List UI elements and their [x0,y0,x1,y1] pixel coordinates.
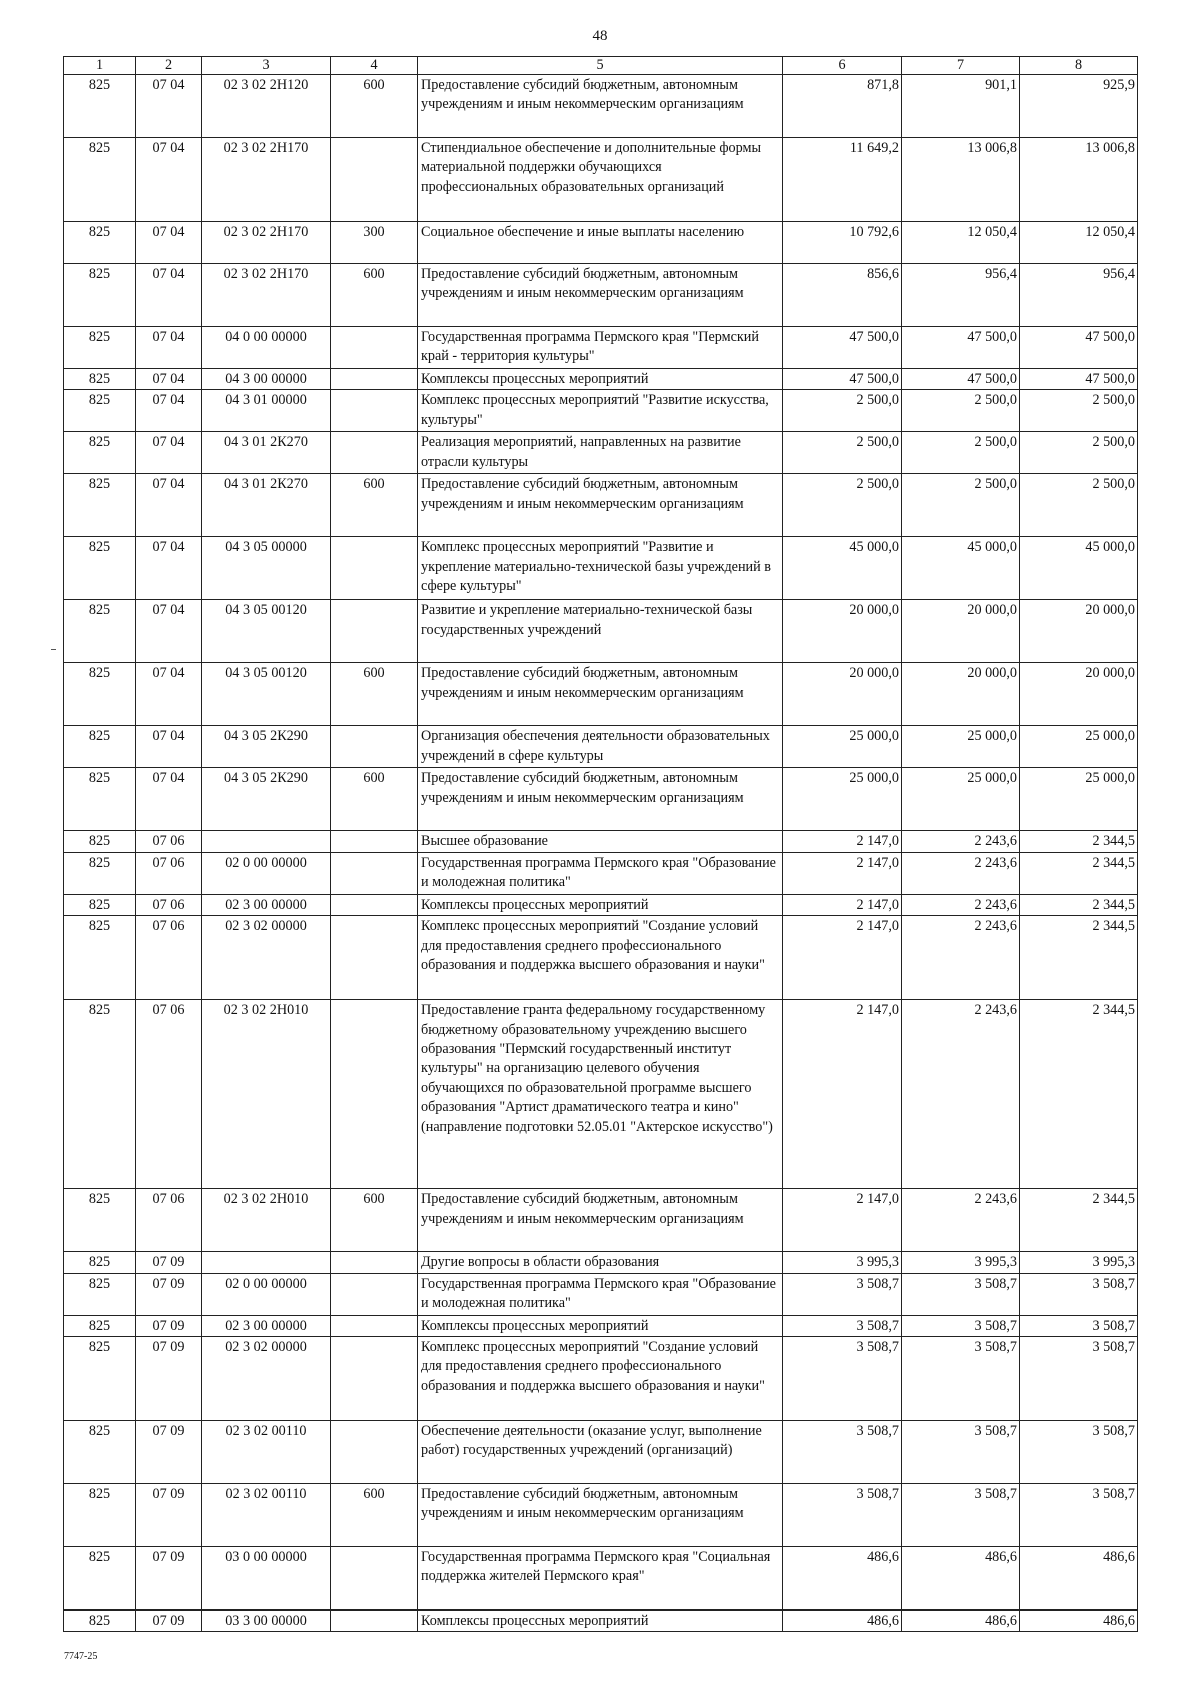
header-col-8: 8 [1020,57,1138,75]
table-header-row [64,57,1138,75]
section-code-cell: 07 09 [136,1315,202,1336]
header-col-4: 4 [331,57,418,75]
section-code-cell: 07 09 [136,1484,202,1547]
section-code-cell: 07 06 [136,894,202,915]
table-row [64,1315,1138,1336]
target-article-cell [202,1252,331,1273]
amount-year1-cell: 11 649,2 [783,138,902,222]
expense-type-cell: 600 [331,75,418,138]
table-row [64,369,1138,390]
amount-year2-cell: 2 500,0 [902,474,1020,537]
target-article-cell: 04 3 05 2К290 [202,768,331,831]
description-cell: Комплексы процессных мероприятий [418,369,783,390]
amount-year3-cell: 45 000,0 [1020,537,1138,600]
table-row [64,916,1138,1000]
amount-year2-cell: 3 995,3 [902,1252,1020,1273]
ministry-code-cell: 825 [64,1337,136,1421]
header-col-7: 7 [902,57,1020,75]
amount-year1-cell: 3 508,7 [783,1484,902,1547]
amount-year1-cell: 20 000,0 [783,663,902,726]
amount-year2-cell: 3 508,7 [902,1484,1020,1547]
table-row [64,726,1138,768]
amount-year2-cell: 45 000,0 [902,537,1020,600]
amount-year2-cell: 25 000,0 [902,768,1020,831]
description-cell: Развитие и укрепление материально-технической базы государственных учреждений [418,600,783,663]
description-cell: Стипендиальное обеспечение и дополнительные формы материальной поддержки обучающихся профессиональных образовательных организаций [418,138,783,222]
target-article-cell: 02 3 02 2Н010 [202,1000,331,1189]
table-row [64,1610,1138,1632]
amount-year2-cell: 486,6 [902,1610,1020,1632]
ministry-code-cell: 825 [64,852,136,894]
amount-year2-cell: 47 500,0 [902,369,1020,390]
section-code-cell: 07 04 [136,600,202,663]
header-col-6: 6 [783,57,902,75]
target-article-cell: 04 3 05 2К290 [202,726,331,768]
table-row [64,1484,1138,1547]
expense-type-cell [331,726,418,768]
description-cell: Социальное обеспечение и иные выплаты населению [418,222,783,264]
ministry-code-cell: 825 [64,768,136,831]
description-cell: Обеспечение деятельности (оказание услуг, выполнение работ) государственных учреждений (организаций) [418,1421,783,1484]
amount-year3-cell: 2 500,0 [1020,432,1138,474]
target-article-cell: 02 0 00 00000 [202,1273,331,1315]
section-code-cell: 07 09 [136,1547,202,1610]
section-code-cell: 07 09 [136,1252,202,1273]
target-article-cell: 02 3 02 2Н120 [202,75,331,138]
amount-year1-cell: 3 995,3 [783,1252,902,1273]
expense-type-cell [331,916,418,1000]
amount-year2-cell: 2 243,6 [902,831,1020,852]
amount-year2-cell: 47 500,0 [902,327,1020,369]
amount-year3-cell: 2 344,5 [1020,1189,1138,1252]
ministry-code-cell: 825 [64,1273,136,1315]
amount-year3-cell: 2 344,5 [1020,894,1138,915]
table-row [64,390,1138,432]
ministry-code-cell: 825 [64,390,136,432]
description-cell: Государственная программа Пермского края "Социальная поддержка жителей Пермского края" [418,1547,783,1610]
amount-year2-cell: 901,1 [902,75,1020,138]
ministry-code-cell: 825 [64,75,136,138]
expense-type-cell [331,894,418,915]
expense-type-cell [331,1315,418,1336]
amount-year2-cell: 486,6 [902,1547,1020,1610]
description-cell: Предоставление субсидий бюджетным, автономным учреждениям и иным некоммерческим организациям [418,474,783,537]
expense-type-cell: 600 [331,1189,418,1252]
expense-type-cell [331,1337,418,1421]
expense-type-cell [331,390,418,432]
target-article-cell: 04 3 01 2К270 [202,432,331,474]
ministry-code-cell: 825 [64,1547,136,1610]
amount-year3-cell: 486,6 [1020,1610,1138,1632]
amount-year3-cell: 486,6 [1020,1547,1138,1610]
target-article-cell: 02 3 02 00110 [202,1484,331,1547]
amount-year2-cell: 2 243,6 [902,916,1020,1000]
amount-year3-cell: 2 500,0 [1020,390,1138,432]
table-row [64,852,1138,894]
section-code-cell: 07 09 [136,1610,202,1632]
table-row [64,1189,1138,1252]
amount-year3-cell: 47 500,0 [1020,369,1138,390]
description-cell: Государственная программа Пермского края "Пермский край - территория культуры" [418,327,783,369]
target-article-cell: 02 3 02 2Н170 [202,222,331,264]
amount-year2-cell: 3 508,7 [902,1315,1020,1336]
amount-year2-cell: 2 243,6 [902,894,1020,915]
amount-year2-cell: 3 508,7 [902,1273,1020,1315]
section-code-cell: 07 09 [136,1421,202,1484]
expense-type-cell: 600 [331,663,418,726]
expense-type-cell [331,852,418,894]
table-row [64,663,1138,726]
amount-year1-cell: 10 792,6 [783,222,902,264]
target-article-cell: 04 0 00 00000 [202,327,331,369]
page-number: 48 [592,28,608,44]
expense-type-cell [331,537,418,600]
description-cell: Комплекс процессных мероприятий "Создание условий для предоставления среднего профессионального образования и поддержка высшего образования и науки" [418,916,783,1000]
table-row [64,768,1138,831]
expense-type-cell [331,600,418,663]
amount-year3-cell: 25 000,0 [1020,768,1138,831]
section-code-cell: 07 04 [136,474,202,537]
table-row [64,222,1138,264]
target-article-cell: 02 0 00 00000 [202,852,331,894]
target-article-cell: 04 3 01 00000 [202,390,331,432]
amount-year2-cell: 2 500,0 [902,390,1020,432]
amount-year1-cell: 25 000,0 [783,726,902,768]
section-code-cell: 07 06 [136,916,202,1000]
description-cell: Предоставление субсидий бюджетным, автономным учреждениям и иным некоммерческим организациям [418,75,783,138]
ministry-code-cell: 825 [64,222,136,264]
amount-year1-cell: 47 500,0 [783,369,902,390]
header-col-2: 2 [136,57,202,75]
ministry-code-cell: 825 [64,894,136,915]
expense-type-cell [331,1252,418,1273]
description-cell: Предоставление субсидий бюджетным, автономным учреждениям и иным некоммерческим организациям [418,1484,783,1547]
section-code-cell: 07 04 [136,138,202,222]
target-article-cell: 02 3 00 00000 [202,894,331,915]
table-row [64,1000,1138,1189]
amount-year1-cell: 2 147,0 [783,831,902,852]
description-cell: Предоставление субсидий бюджетным, автономным учреждениям и иным некоммерческим организациям [418,768,783,831]
amount-year3-cell: 2 344,5 [1020,852,1138,894]
amount-year1-cell: 20 000,0 [783,600,902,663]
target-article-cell: 02 3 02 00110 [202,1421,331,1484]
amount-year1-cell: 2 147,0 [783,894,902,915]
amount-year3-cell: 2 344,5 [1020,1000,1138,1189]
section-code-cell: 07 04 [136,663,202,726]
amount-year1-cell: 2 500,0 [783,432,902,474]
amount-year2-cell: 25 000,0 [902,726,1020,768]
table-row [64,894,1138,915]
expense-type-cell [331,1273,418,1315]
amount-year1-cell: 856,6 [783,264,902,327]
amount-year3-cell: 956,4 [1020,264,1138,327]
section-code-cell: 07 04 [136,537,202,600]
description-cell: Комплексы процессных мероприятий [418,1315,783,1336]
ministry-code-cell: 825 [64,831,136,852]
amount-year3-cell: 2 344,5 [1020,831,1138,852]
ministry-code-cell: 825 [64,327,136,369]
target-article-cell: 04 3 05 00120 [202,663,331,726]
amount-year2-cell: 2 243,6 [902,1189,1020,1252]
amount-year2-cell: 3 508,7 [902,1337,1020,1421]
amount-year1-cell: 486,6 [783,1610,902,1632]
section-code-cell: 07 04 [136,390,202,432]
amount-year3-cell: 47 500,0 [1020,327,1138,369]
amount-year1-cell: 2 147,0 [783,852,902,894]
section-code-cell: 07 04 [136,222,202,264]
table-row [64,537,1138,600]
amount-year3-cell: 2 500,0 [1020,474,1138,537]
ministry-code-cell: 825 [64,1484,136,1547]
amount-year2-cell: 3 508,7 [902,1421,1020,1484]
description-cell: Предоставление субсидий бюджетным, автономным учреждениям и иным некоммерческим организациям [418,264,783,327]
table-row [64,1273,1138,1315]
description-cell: Комплекс процессных мероприятий "Развитие искусства, культуры" [418,390,783,432]
description-cell: Организация обеспечения деятельности образовательных учреждений в сфере культуры [418,726,783,768]
expense-type-cell [331,138,418,222]
target-article-cell: 02 3 02 2Н010 [202,1189,331,1252]
description-cell: Комплекс процессных мероприятий "Развитие и укрепление материально-технической базы учреждений в сфере культуры" [418,537,783,600]
target-article-cell: 04 3 00 00000 [202,369,331,390]
description-cell: Государственная программа Пермского края "Образование и молодежная политика" [418,1273,783,1315]
section-code-cell: 07 04 [136,264,202,327]
ministry-code-cell: 825 [64,1000,136,1189]
amount-year3-cell: 12 050,4 [1020,222,1138,264]
amount-year1-cell: 45 000,0 [783,537,902,600]
section-code-cell: 07 06 [136,852,202,894]
amount-year3-cell: 3 508,7 [1020,1421,1138,1484]
description-cell: Предоставление субсидий бюджетным, автономным учреждениям и иным некоммерческим организациям [418,1189,783,1252]
header-col-3: 3 [202,57,331,75]
ministry-code-cell: 825 [64,264,136,327]
description-cell: Высшее образование [418,831,783,852]
expense-type-cell: 300 [331,222,418,264]
expense-type-cell [331,1421,418,1484]
amount-year1-cell: 486,6 [783,1547,902,1610]
ministry-code-cell: 825 [64,1189,136,1252]
target-article-cell: 02 3 00 00000 [202,1315,331,1336]
amount-year3-cell: 20 000,0 [1020,600,1138,663]
amount-year2-cell: 12 050,4 [902,222,1020,264]
amount-year3-cell: 20 000,0 [1020,663,1138,726]
amount-year2-cell: 20 000,0 [902,600,1020,663]
expense-type-cell [331,831,418,852]
expense-type-cell: 600 [331,474,418,537]
amount-year1-cell: 2 500,0 [783,474,902,537]
table-row [64,600,1138,663]
description-cell: Комплекс процессных мероприятий "Создание условий для предоставления среднего профессионального образования и поддержка высшего образования и науки" [418,1337,783,1421]
ministry-code-cell: 825 [64,1252,136,1273]
table-row [64,1547,1138,1610]
description-cell: Другие вопросы в области образования [418,1252,783,1273]
ministry-code-cell: 825 [64,1421,136,1484]
amount-year1-cell: 3 508,7 [783,1337,902,1421]
expense-type-cell [331,327,418,369]
table-row [64,1421,1138,1484]
expense-type-cell [331,369,418,390]
amount-year3-cell: 25 000,0 [1020,726,1138,768]
table-row [64,138,1138,222]
target-article-cell [202,831,331,852]
amount-year2-cell: 13 006,8 [902,138,1020,222]
ministry-code-cell: 825 [64,474,136,537]
section-code-cell: 07 04 [136,768,202,831]
amount-year3-cell: 925,9 [1020,75,1138,138]
ministry-code-cell: 825 [64,1315,136,1336]
header-col-5: 5 [418,57,783,75]
target-article-cell: 02 3 02 2Н170 [202,138,331,222]
amount-year1-cell: 3 508,7 [783,1273,902,1315]
ministry-code-cell: 825 [64,1610,136,1632]
description-cell: Предоставление гранта федеральному государственному бюджетному образовательному учреждению высшего образования "Пермский государственный институт культуры" на организацию целевого обучения обучающихся по образовательной программе высшего образования "Артист драматического театра и кино" (направление подготовки 52.05.01 "Актерское искусство") [418,1000,783,1189]
section-code-cell: 07 06 [136,1000,202,1189]
table-row [64,75,1138,138]
amount-year1-cell: 47 500,0 [783,327,902,369]
amount-year3-cell: 3 508,7 [1020,1273,1138,1315]
section-code-cell: 07 04 [136,369,202,390]
ministry-code-cell: 825 [64,663,136,726]
target-article-cell: 03 3 00 00000 [202,1610,331,1632]
section-code-cell: 07 04 [136,432,202,474]
ministry-code-cell: 825 [64,916,136,1000]
table-row [64,264,1138,327]
ministry-code-cell: 825 [64,726,136,768]
table-row [64,474,1138,537]
expense-type-cell [331,432,418,474]
table-row [64,432,1138,474]
target-article-cell: 03 0 00 00000 [202,1547,331,1610]
header-col-1: 1 [64,57,136,75]
section-code-cell: 07 04 [136,327,202,369]
target-article-cell: 04 3 05 00000 [202,537,331,600]
ministry-code-cell: 825 [64,432,136,474]
table-row [64,1337,1138,1421]
amount-year1-cell: 871,8 [783,75,902,138]
amount-year1-cell: 3 508,7 [783,1315,902,1336]
amount-year2-cell: 2 243,6 [902,1000,1020,1189]
section-code-cell: 07 04 [136,75,202,138]
amount-year1-cell: 2 147,0 [783,916,902,1000]
table-row [64,327,1138,369]
target-article-cell: 04 3 05 00120 [202,600,331,663]
amount-year3-cell: 3 508,7 [1020,1315,1138,1336]
expense-type-cell: 600 [331,1484,418,1547]
section-code-cell: 07 06 [136,831,202,852]
budget-table [63,56,1138,1632]
amount-year3-cell: 3 995,3 [1020,1252,1138,1273]
target-article-cell: 04 3 01 2К270 [202,474,331,537]
ministry-code-cell: 825 [64,600,136,663]
amount-year2-cell: 20 000,0 [902,663,1020,726]
ministry-code-cell: 825 [64,369,136,390]
amount-year1-cell: 25 000,0 [783,768,902,831]
footer-document-code: 7747-25 [64,1651,98,1662]
section-code-cell: 07 04 [136,726,202,768]
target-article-cell: 02 3 02 00000 [202,916,331,1000]
section-code-cell: 07 09 [136,1273,202,1315]
amount-year1-cell: 3 508,7 [783,1421,902,1484]
ministry-code-cell: 825 [64,138,136,222]
expense-type-cell [331,1547,418,1610]
amount-year2-cell: 2 243,6 [902,852,1020,894]
description-cell: Реализация мероприятий, направленных на развитие отрасли культуры [418,432,783,474]
scan-mark [51,649,56,650]
table-row [64,1252,1138,1273]
amount-year1-cell: 2 147,0 [783,1000,902,1189]
section-code-cell: 07 09 [136,1337,202,1421]
section-code-cell: 07 06 [136,1189,202,1252]
description-cell: Комплексы процессных мероприятий [418,894,783,915]
target-article-cell: 02 3 02 2Н170 [202,264,331,327]
description-cell: Государственная программа Пермского края "Образование и молодежная политика" [418,852,783,894]
expense-type-cell: 600 [331,768,418,831]
expense-type-cell: 600 [331,264,418,327]
expense-type-cell [331,1000,418,1189]
table-body [64,75,1138,1632]
amount-year1-cell: 2 500,0 [783,390,902,432]
expense-type-cell [331,1610,418,1632]
amount-year2-cell: 956,4 [902,264,1020,327]
ministry-code-cell: 825 [64,537,136,600]
amount-year1-cell: 2 147,0 [783,1189,902,1252]
amount-year2-cell: 2 500,0 [902,432,1020,474]
amount-year3-cell: 3 508,7 [1020,1484,1138,1547]
amount-year3-cell: 2 344,5 [1020,916,1138,1000]
description-cell: Комплексы процессных мероприятий [418,1610,783,1632]
target-article-cell: 02 3 02 00000 [202,1337,331,1421]
amount-year3-cell: 13 006,8 [1020,138,1138,222]
description-cell: Предоставление субсидий бюджетным, автономным учреждениям и иным некоммерческим организациям [418,663,783,726]
amount-year3-cell: 3 508,7 [1020,1337,1138,1421]
table-row [64,831,1138,852]
